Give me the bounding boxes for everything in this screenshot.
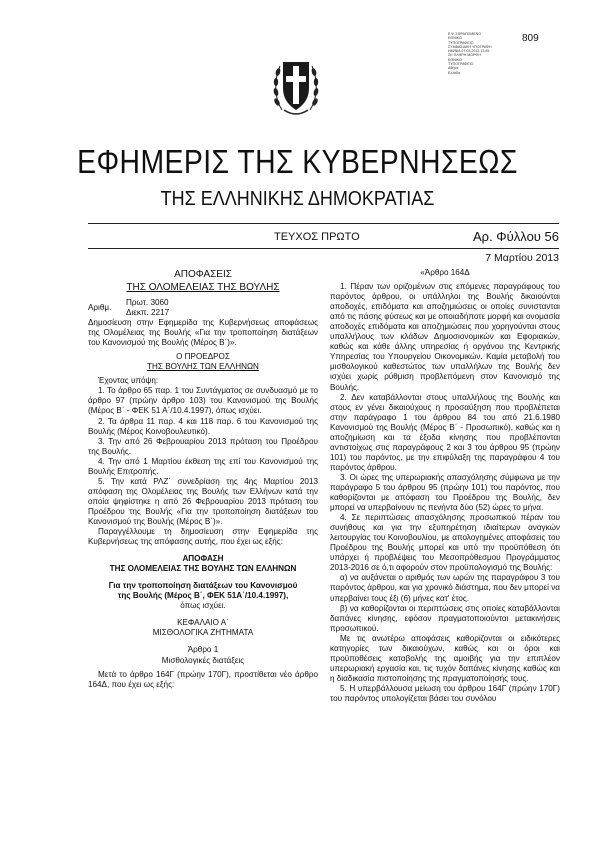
list-item: 4. Την από 1 Μαρτίου έκθεση της επί του Κανονισμού της Βουλής Επιτροπής.	[88, 456, 318, 476]
stamp-line: ΣΥΜΒΑΣΙΑΚΗ ΥΠΟΓΡΑΦΗ	[448, 44, 492, 49]
electronic-signature-stamp	[448, 32, 510, 75]
paragraph: α) να αυξάνεται ο αριθμός των ωρών της παραγράφου 3 του παρόντος άρθρου, και για χρονικό διάστημα, που δεν μπορεί να υπερβαίνει τους έξι (6) μήνες κατ' έτος.	[330, 573, 560, 603]
section-subheading: ΤΗΣ ΟΛΟΜΕΛΕΙΑΣ ΤΗΣ ΒΟΥΛΗΣ	[126, 282, 280, 293]
stamp-line: Ε.Ψ.ΣΦΡΑΓΙΣΜΕΝΟ	[448, 32, 481, 36]
gazette-title: ΕΦΗΜΕΡΙΣ ΤΗΣ ΚΥΒΕΡΝΗΣΕΩΣ	[77, 143, 518, 180]
sheet-number: Αρ. Φύλλου 56	[473, 229, 559, 244]
paragraph: 1. Πέραν των οριζομένων στις επόμενες παραγράφους του παρόντος άρθρου, οι υπάλληλοι της Βουλής δικαιούνται αποδοχές, επιδόματα και αποζημιώσεις οι οποίες συνιστανται από τις πάσης φύσεως και με οποιαδήποτε μορφή και ονομασία αποδοχές επιδόματα και αποζημιώσεις που χορηγούνται στους υπαλλήλους των κλάδων Δημοσιονομικών και Εφοριακών, καθώς και κάθε άλλης υπηρεσίας ή οργάνου της Κεντρικής Υπηρεσίας του Υπουργείου Οικονομικών. Καμία μεταβολή του μισθολογικού καθεστώτος των υπαλλήλων της Βουλής δεν ισχύει χωρίς ρύθμιση προβλεπόμενη στον Κανονισμό της Βουλής.	[330, 282, 560, 392]
paragraph: Με τις ανωτέρω αποφάσεις καθορίζονται οι ειδικότερες κατηγορίες των δικαιούχων, καθώς και οι όροι και προϋποθέσεις καταβολής της αμοιβής για την επιπλέον υπερωριακή εργασία και, τις τυχόν δαπάνες κίνησης καθώς και η διαδικασία πιστοποίησης της πραγματοποίησής τους.	[330, 633, 560, 683]
paragraph: β) να καθορίζονται οι περιπτώσεις στις οποίες καταβάλλονται δαπάνες κίνησης, εφόσον πραγματοποιούνται μετακινήσεις προσωπικού.	[330, 603, 560, 633]
stamp-line: ΕΘΝΙΚΟ	[448, 57, 462, 62]
article-164d-heading: «Άρθρο 164Δ	[420, 268, 470, 277]
president-subheading: ΤΗΣ ΒΟΥΛΗΣ ΤΩΝ ΕΛΛΗΝΩΝ	[147, 362, 259, 372]
having-regard: Έχοντας υπόψη:	[98, 376, 159, 386]
list-item: 3. Την από 26 Φεβρουαρίου 2013 πρόταση του Προέδρου της Βουλής.	[88, 436, 318, 456]
president-heading: Ο ΠΡΟΕΔΡΟΣ	[176, 352, 230, 362]
stamp-line: ΤΥΠΟΓΡΑΦΕΙΟ	[448, 40, 474, 45]
paragraph: 4. Σε περιπτώσεις απασχόλησης προσωπικού πέραν του συνήθους και για την εξυπηρέτηση ιδιαίτερων αναγκών λειτουργίας του Κοινοβουλίου, με απολογημένες αποφάσεις του Προέδρου της Βουλής μπορεί και υπό την προϋπόθεση ότι υπάρχει ή προβλέψεις του Μεσοπρόθεσμου Προγράμματος 2013-2016 σε ό,τι αφορούν στον προϋπολογισμό της Βουλής:	[330, 513, 560, 573]
stamp-line: ΗΜ/ΝΙΑ 07.03.2013 13:45	[448, 49, 490, 54]
section-heading: ΑΠΟΦΑΣΕΙΣ	[174, 269, 232, 280]
protocol-numbers	[88, 298, 318, 318]
intro-text: Δημοσίευση στην Εφημερίδα της Κυβερνήσεως αποφάσεως της Ολομέλειας της Βουλής «Για την τροποποίηση διατάξεων του Κανονισμού της Βουλής (Μέρος Β΄)».	[88, 318, 318, 348]
divider-top	[88, 223, 559, 224]
decision-subject-line: Για την τροποποίηση διατάξεων του Κανονισμού	[108, 581, 298, 591]
left-column	[88, 268, 318, 690]
decision-subheading: ΤΗΣ ΟΛΟΜΕΛΕΙΑΣ ΤΗΣ ΒΟΥΛΗΣ ΤΩΝ ΕΛΛΗΝΩΝ	[109, 564, 297, 574]
stamp-line: ΤΥΠΟΓΡΑΦΕΙΟ	[448, 62, 474, 67]
issue-date: 7 Μαρτίου 2013	[485, 252, 559, 264]
right-column	[330, 268, 560, 704]
page-number: 809	[522, 33, 539, 44]
stamp-line: ΣΕ ΠΛΗΡΗ ΜΟΡΦΗ	[448, 53, 481, 58]
stamp-line: Ελλάδα	[448, 70, 461, 75]
article-title: Μισθολογικές διατάξεις	[161, 655, 245, 665]
decision-subject-line: της Βουλής (Μέρος Β΄, ΦΕΚ 51Α΄/10.4.1997),	[117, 591, 289, 601]
dispatch-number: Διεκπ. 2217	[126, 308, 170, 318]
list-item: 1. Το άρθρο 65 παρ. 1 του Συντάγματος σε συνδυασμό με το άρθρο 97 (πρώην άρθρο 103) του Κανονισμού της Βουλής (Μέρος Β΄ - ΦΕΚ 51 Α΄/10.4.1997), όπως ισχύει.	[88, 386, 318, 416]
greek-coat-of-arms-emblem	[272, 44, 320, 120]
list-item: 5. Την κατά ΡΛΖ΄ συνεδρίαση της 4ης Μαρτίου 2013 απόφαση της Ολομέλειας της Βουλής των Ελλήνων κατά την οποία ψηφίστηκε η από 26 Φεβρουαρίου 2013 πρόταση του Προέδρου της Βουλής «Για την τροποποίηση διατάξεων του Κανονισμού της Βουλής (Μέρος Β΄)».	[88, 476, 318, 526]
decision-heading: ΑΠΟΦΑΣΗ	[182, 554, 224, 564]
article-heading: Άρθρο 1	[187, 645, 219, 655]
publish-order: Παραγγέλλουμε τη δημοσίευση στην Εφημερίδα της Κυβερνήσεως της απόφασης αυτής, που έχει ως εξής:	[88, 527, 318, 547]
divider-middle	[88, 248, 559, 249]
paragraph: 5. Η υπερβάλλουσα μείωση του άρθρου 164Γ (πρώην 170Γ) του παρόντος υπολογίζεται βάσει του συνόλου	[330, 683, 560, 703]
paragraph: 3. Οι ώρες της υπερωριακής απασχόλησης σύμφωνα με την παράγραφο 5 του άρθρου 95 (πρώην 101) του παρόντος, που καθορίζονται με απόφαση του Προέδρου της Βουλής, δεν μπορεί να υπερβαίνουν τις πενήντα δύο (52) ώρες το μήνα.	[330, 472, 560, 513]
decision-subject-line: όπως ισχύει.	[180, 601, 226, 611]
list-item: 2. Τα άρθρα 11 παρ. 4 και 118 παρ. 6 του Κανονισμού της Βουλής (Μέρος Κοινοβουλευτικό).	[88, 416, 318, 436]
stamp-line: Αθήνα	[448, 66, 459, 71]
gazette-subtitle: ΤΗΣ ΕΛΛΗΝΙΚΗΣ ΔΗΜΟΚΡΑΤΙΑΣ	[160, 188, 435, 210]
arith-label: Αριθμ.	[88, 303, 112, 312]
protocol-number: Πρωτ. 3060	[126, 298, 169, 307]
article-text: Μετά το άρθρο 164Γ (πρώην 170Γ), προστίθεται νέο άρθρο 164Δ, που έχει ως εξής:	[88, 669, 318, 689]
issue-label: ΤΕΥΧΟΣ ΠΡΩΤΟ	[274, 231, 360, 243]
chapter-heading: ΚΕΦΑΛΑΙΟ Α΄	[177, 618, 229, 628]
chapter-title: ΜΙΣΘΟΛΟΓΙΚΑ ΖΗΤΗΜΑΤΑ	[152, 628, 254, 638]
stamp-line: ΕΘΝΙΚΟ	[448, 36, 462, 41]
issue-row	[88, 229, 559, 247]
paragraph: 2. Δεν καταβάλλονται στους υπαλλήλους της Βουλής και στους εν γένει δικαιούχους η προσαύξηση που προβλέπεται στην παράγραφο 1 του άρθρου 84 του από 21.6.1980 Κανονισμού της Βουλής (Μέρος Β΄ - Προσωπικό), καθώς και η αποζημίωση και τα έξοδα κίνησης που προβλέπονται αντιστοίχως στις παραγράφους 2 και 3 του άρθρου 95 (πρώην 101) του παρόντος, με την επιφύλαξη της παραγράφου 4 του παρόντος άρθρου.	[330, 392, 560, 472]
